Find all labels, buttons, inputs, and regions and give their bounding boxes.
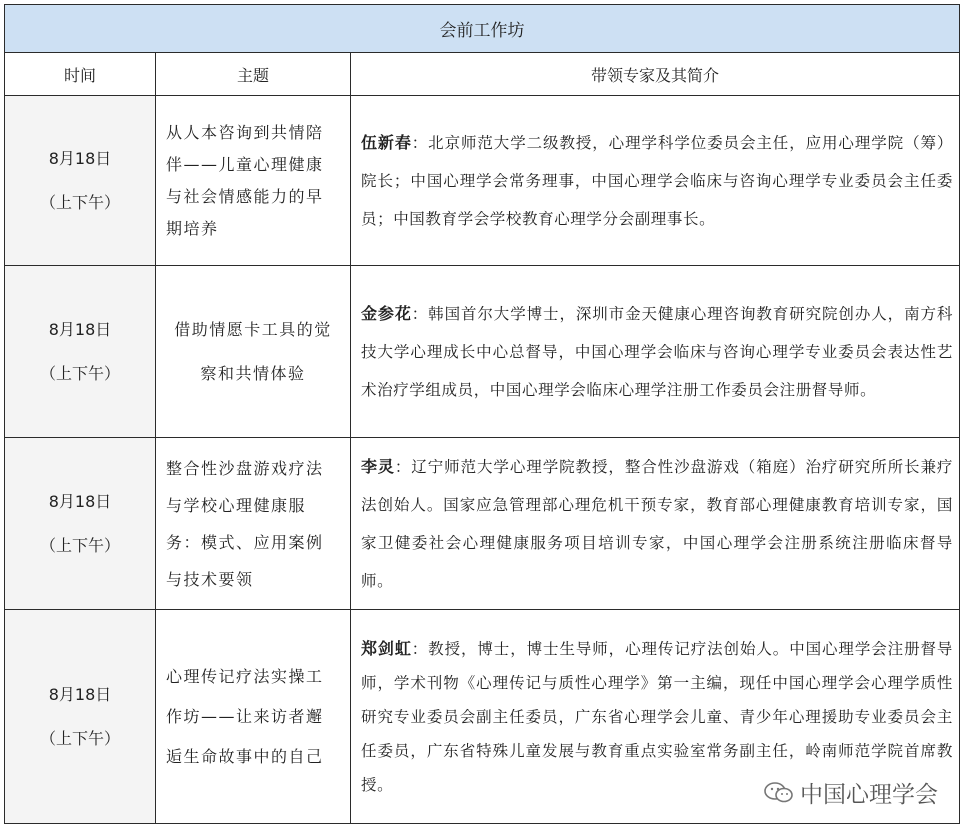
expert-colon: ： [394, 457, 412, 476]
bio-cell [351, 266, 960, 438]
expert-colon: ： [411, 133, 429, 152]
expert-colon: ： [411, 304, 429, 323]
time-date: 8月18日 [48, 319, 112, 339]
topic-cell: 整合性沙盘游戏疗法与学校心理健康服务：模式、应用案例与技术要领 [156, 438, 351, 610]
table-header-row [5, 53, 960, 96]
topic-cell: 心理传记疗法实操工作坊——让来访者邂逅生命故事中的自己 [156, 610, 351, 824]
expert-bio: 韩国首尔大学博士，深圳市金天健康心理咨询教育研究院创办人，南方科技大学心理成长中心总督导，中国心理学会临床与咨询心理学专业委员会表达性艺术治疗学组成员，中国心理学会临床心理学注册工作委员会注册督导师。 [361, 304, 954, 399]
bio-cell [351, 438, 960, 610]
bio-cell [351, 96, 960, 266]
topic-cell: 从人本咨询到共情陪伴——儿童心理健康与社会情感能力的早期培养 [156, 96, 351, 266]
table-title: 会前工作坊 [5, 5, 960, 53]
expert-name: 金参花 [361, 303, 412, 323]
table-row [5, 438, 960, 610]
time-cell [5, 266, 156, 438]
workshop-table [4, 4, 960, 824]
time-period: （上下午） [39, 363, 120, 383]
table-title-row [5, 5, 960, 53]
time-period: （上下午） [39, 535, 120, 555]
time-cell [5, 96, 156, 266]
header-expert: 带领专家及其简介 [351, 53, 960, 96]
table-row [5, 266, 960, 438]
expert-bio: 教授，博士，博士生导师，心理传记疗法创始人。中国心理学会注册督导师，学术刊物《心理传记与质性心理学》第一主编，现任中国心理学会心理学质性研究专业委员会副主任委员，广东省心理学会儿童、青少年心理援助专业委员会主任委员，广东省特殊儿童发展与教育重点实验室常务副主任，岭南师范学院首席教授。 [361, 639, 954, 794]
expert-name: 郑剑虹 [361, 638, 412, 658]
time-period: （上下午） [39, 728, 120, 748]
watermark [760, 776, 942, 809]
time-date: 8月18日 [48, 684, 112, 704]
expert-bio: 辽宁师范大学心理学院教授，整合性沙盘游戏（箱庭）治疗研究所所长兼疗法创始人。国家应急管理部心理危机干预专家，教育部心理健康教育培训专家，国家卫健委社会心理健康服务项目培训专家，中国心理学会注册系统注册临床督导师。 [361, 457, 954, 590]
watermark-text: 中国心理学会 [800, 782, 938, 808]
topic-cell: 借助情愿卡工具的觉察和共情体验 [156, 266, 351, 438]
header-time: 时间 [5, 53, 156, 96]
expert-name: 李灵 [361, 456, 395, 476]
table-row [5, 96, 960, 266]
time-date: 8月18日 [48, 148, 112, 168]
time-cell [5, 610, 156, 824]
expert-name: 伍新春 [361, 132, 412, 152]
header-topic: 主题 [156, 53, 351, 96]
time-cell [5, 438, 156, 610]
expert-bio: 北京师范大学二级教授，心理学科学位委员会主任，应用心理学院（筹）院长；中国心理学会常务理事，中国心理学会临床与咨询心理学专业委员会主任委员；中国教育学会学校教育心理学分会副理事长。 [361, 133, 954, 228]
time-period: （上下午） [39, 192, 120, 212]
expert-colon: ： [411, 639, 429, 658]
time-date: 8月18日 [48, 491, 112, 511]
wechat-icon [764, 781, 794, 805]
